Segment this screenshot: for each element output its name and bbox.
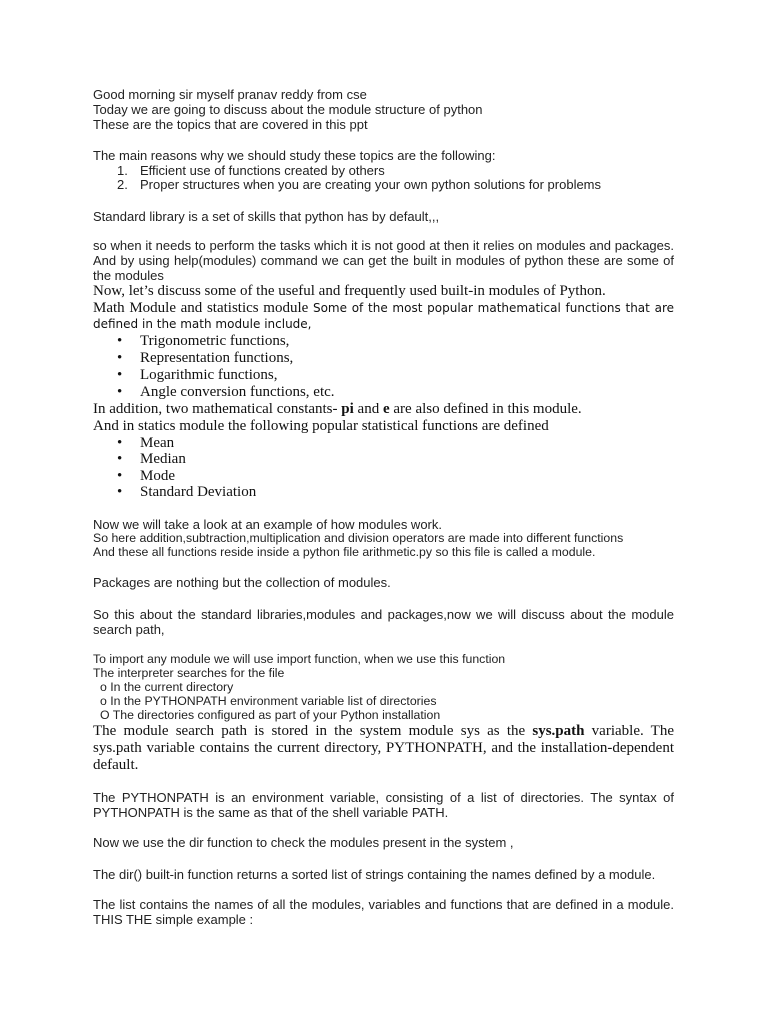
syspath-post: variable. The sys.path variable contains the current directory, PYTHONPATH, and the installation-dependent default. bbox=[93, 723, 674, 773]
bullet-dot: • bbox=[117, 350, 123, 366]
math-heading bbox=[93, 300, 674, 332]
stats-bullet-text: Standard Deviation bbox=[140, 484, 257, 500]
search-option-pythonpath: o In the PYTHONPATH environment variable list of directories bbox=[100, 694, 437, 708]
search-option-installation: O The directories configured as part of your Python installation bbox=[100, 708, 441, 722]
dir-intro: Now we use the dir function to check the modules present in the system , bbox=[93, 835, 514, 850]
math-intro: Now, let’s discuss some of the useful and frequently used built-in modules of Python. bbox=[93, 283, 606, 299]
syspath-bold: sys.path bbox=[532, 723, 585, 739]
interpreter-line: The interpreter searches for the file bbox=[93, 666, 285, 680]
dir-description: The dir() built-in function returns a sorted list of strings containing the names defined by a module. bbox=[93, 867, 656, 882]
math-bullet-text: Angle conversion functions, etc. bbox=[140, 384, 335, 400]
stats-bullet-text: Median bbox=[140, 451, 186, 467]
reasons-item-number: 2. bbox=[117, 177, 128, 192]
syspath-paragraph bbox=[93, 723, 674, 774]
constant-e: e bbox=[382, 401, 390, 417]
bullet-dot: • bbox=[117, 333, 123, 349]
intro-topic: Today we are going to discuss about the module structure of python bbox=[93, 102, 483, 117]
stats-bullet-text: Mode bbox=[140, 468, 175, 484]
constants-post: are also defined in this module. bbox=[389, 401, 582, 417]
bullet-dot: • bbox=[117, 451, 123, 467]
bullet-dot: • bbox=[117, 435, 123, 451]
reasons-item-text: Efficient use of functions created by others bbox=[140, 163, 385, 178]
math-constants bbox=[93, 401, 582, 418]
stdlib-line: Standard library is a set of skills that python has by default,,, bbox=[93, 209, 440, 224]
bullet-dot: • bbox=[117, 367, 123, 383]
dir-list-description: The list contains the names of all the modules, variables and functions that are defined in a module. THIS THE simple example : bbox=[93, 897, 674, 927]
reasons-item-text: Proper structures when you are creating your own python solutions for problems bbox=[140, 177, 602, 192]
constants-pre: In addition, two mathematical constants- bbox=[93, 401, 342, 417]
bullet-dot: • bbox=[117, 468, 123, 484]
search-option-current-dir: o In the current directory bbox=[100, 680, 234, 694]
intro-greeting: Good morning sir myself pranav reddy from cse bbox=[93, 87, 367, 102]
math-heading-sans: Some of the most popular mathematical functions that are defined in the math module include, bbox=[93, 301, 674, 331]
pythonpath-paragraph: The PYTHONPATH is an environment variable, consisting of a list of directories. The syntax of PYTHONPATH is the same as that of the shell variable PATH. bbox=[93, 790, 674, 820]
math-bullet-text: Representation functions, bbox=[140, 350, 294, 366]
stats-intro: And in statics module the following popular statistical functions are defined bbox=[93, 418, 549, 434]
reasons-item-number: 1. bbox=[117, 163, 128, 178]
constant-pi: pi bbox=[341, 401, 354, 417]
example-intro: Now we will take a look at an example of how modules work. bbox=[93, 517, 442, 532]
searchpath-paragraph: So this about the standard libraries,modules and packages,now we will discuss about the module search path, bbox=[93, 607, 674, 637]
math-bullet-text: Logarithmic functions, bbox=[140, 367, 278, 383]
example-arithmetic-file: And these all functions reside inside a python file arithmetic.py so this file is called a module. bbox=[93, 545, 596, 559]
math-bullet-text: Trigonometric functions, bbox=[140, 333, 290, 349]
import-line: To import any module we will use import function, when we use this function bbox=[93, 652, 506, 666]
syspath-pre: The module search path is stored in the system module sys as the bbox=[93, 723, 533, 739]
intro-ppt-topics: These are the topics that are covered in this ppt bbox=[93, 117, 368, 132]
bullet-dot: • bbox=[117, 384, 123, 400]
bullet-dot: • bbox=[117, 484, 123, 500]
constants-and: and bbox=[353, 401, 383, 417]
stats-bullet-text: Mean bbox=[140, 435, 175, 451]
packages-line: Packages are nothing but the collection of modules. bbox=[93, 575, 391, 590]
math-heading-serif: Math Module and statistics module bbox=[93, 300, 313, 316]
stdlib-paragraph: so when it needs to perform the tasks which it is not good at then it relies on modules and packages. And by using help(modules) command we can get the built in modules of python these are some of the modules bbox=[93, 238, 674, 283]
reasons-heading: The main reasons why we should study these topics are the following: bbox=[93, 148, 496, 163]
example-operators: So here addition,subtraction,multiplication and division operators are made into different functions bbox=[93, 531, 624, 545]
